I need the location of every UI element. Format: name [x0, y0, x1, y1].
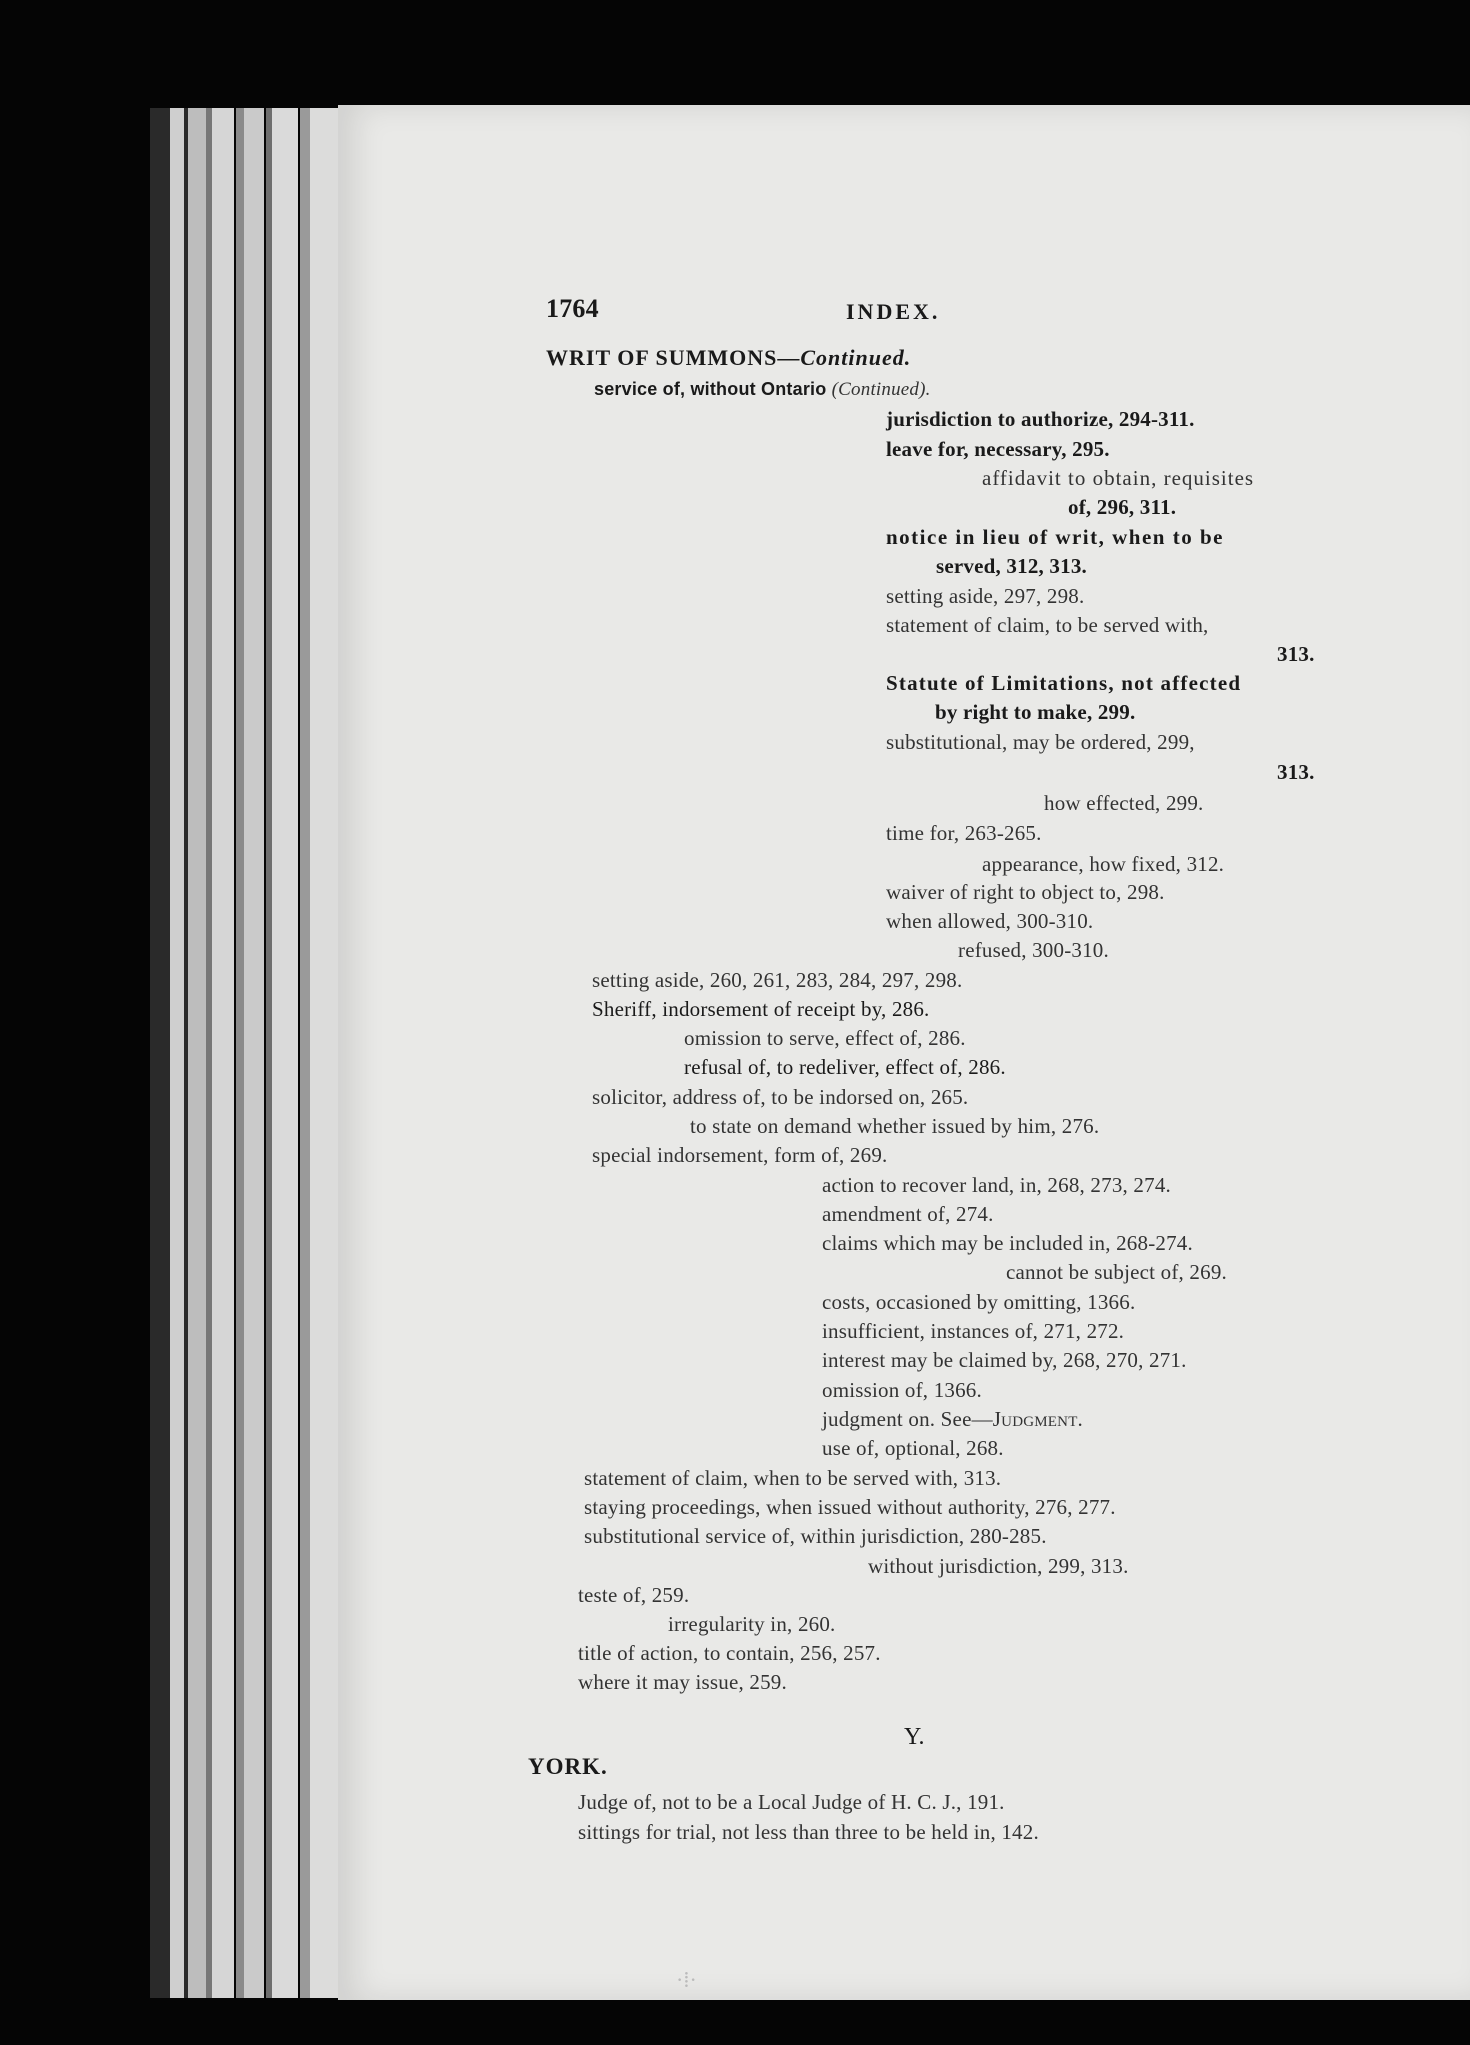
index-entry — [822, 1407, 1083, 1431]
index-entry: of, 296, 311. — [1068, 495, 1177, 519]
page-blemish: ·⁞· — [676, 1967, 697, 1992]
index-entry: waiver of right to object to, 298. — [886, 880, 1165, 904]
index-entry: when allowed, 300-310. — [886, 909, 1094, 933]
index-entry: omission to serve, effect of, 286. — [684, 1026, 966, 1050]
index-entry: how effected, 299. — [1044, 791, 1204, 815]
index-entry: to state on demand whether issued by him, 276. — [690, 1114, 1100, 1138]
index-entry: claims which may be included in, 268-274. — [822, 1231, 1193, 1255]
index-entry: Sheriff, indorsement of receipt by, 286. — [592, 997, 930, 1021]
index-entry: jurisdiction to authorize, 294-311. — [886, 407, 1195, 431]
index-entry: setting aside, 260, 261, 283, 284, 297, 298. — [592, 968, 963, 992]
book-page-edges — [150, 108, 360, 1998]
running-head: INDEX. — [846, 299, 941, 324]
index-entry: substitutional, may be ordered, 299, — [886, 730, 1195, 754]
index-entry: statement of claim, when to be served with, 313. — [584, 1466, 1002, 1490]
york-entry: sittings for trial, not less than three to be held in, 142. — [578, 1820, 1039, 1844]
index-entry: served, 312, 313. — [936, 554, 1087, 578]
index-entry: special indorsement, form of, 269. — [592, 1143, 888, 1167]
york-heading: YORK. — [528, 1754, 608, 1779]
page-number: 1764 — [546, 294, 599, 323]
index-entry: leave for, necessary, 295. — [886, 437, 1110, 461]
section-letter: Y. — [904, 1724, 925, 1750]
index-entry: 313. — [1277, 642, 1315, 666]
index-entry: refused, 300-310. — [958, 938, 1109, 962]
index-entry: action to recover land, in, 268, 273, 274. — [822, 1173, 1171, 1197]
index-entry: insufficient, instances of, 271, 272. — [822, 1319, 1125, 1343]
subheading-continued: (Continued). — [831, 379, 931, 400]
index-entry: time for, 263-265. — [886, 821, 1042, 845]
index-entry: use of, optional, 268. — [822, 1436, 1004, 1460]
heading-title: WRIT OF SUMMONS— — [546, 345, 801, 370]
subheading — [594, 377, 931, 402]
see-reference: Judgment. — [992, 1407, 1084, 1431]
index-entry: refusal of, to redeliver, effect of, 286. — [684, 1055, 1006, 1079]
heading-continued: Continued. — [800, 345, 912, 370]
index-entry: omission of, 1366. — [822, 1378, 982, 1402]
index-entry: statement of claim, to be served with, — [886, 613, 1209, 637]
index-entry: appearance, how fixed, 312. — [982, 852, 1225, 876]
index-entry: affidavit to obtain, requisites — [982, 466, 1255, 490]
index-entry: 313. — [1277, 760, 1315, 784]
index-entry: teste of, 259. — [578, 1583, 690, 1607]
index-entry: by right to make, 299. — [935, 700, 1136, 724]
subheading-label: service of, without Ontario — [594, 379, 827, 399]
index-entry: solicitor, address of, to be indorsed on, 265. — [592, 1085, 969, 1109]
index-entry: setting aside, 297, 298. — [886, 584, 1085, 608]
index-entry: notice in lieu of writ, when to be — [886, 525, 1224, 549]
index-entry-text: judgment on. See— — [822, 1407, 993, 1431]
york-entry: Judge of, not to be a Local Judge of H. C. J., 191. — [578, 1790, 1005, 1814]
index-entry: without jurisdiction, 299, 313. — [868, 1554, 1129, 1578]
index-entry: costs, occasioned by omitting, 1366. — [822, 1290, 1136, 1314]
index-entry: Statute of Limitations, not affected — [886, 671, 1242, 695]
index-entry: where it may issue, 259. — [578, 1670, 787, 1694]
book-page — [338, 105, 1470, 2000]
index-entry: cannot be subject of, 269. — [1006, 1260, 1227, 1284]
index-entry: substitutional service of, within jurisdiction, 280-285. — [584, 1524, 1047, 1548]
index-entry: staying proceedings, when issued without authority, 276, 277. — [584, 1495, 1116, 1519]
main-heading — [546, 346, 911, 370]
index-entry: title of action, to contain, 256, 257. — [578, 1641, 881, 1665]
index-entry: interest may be claimed by, 268, 270, 271. — [822, 1348, 1187, 1372]
index-entry: amendment of, 274. — [822, 1202, 994, 1226]
index-entry: irregularity in, 260. — [668, 1612, 836, 1636]
